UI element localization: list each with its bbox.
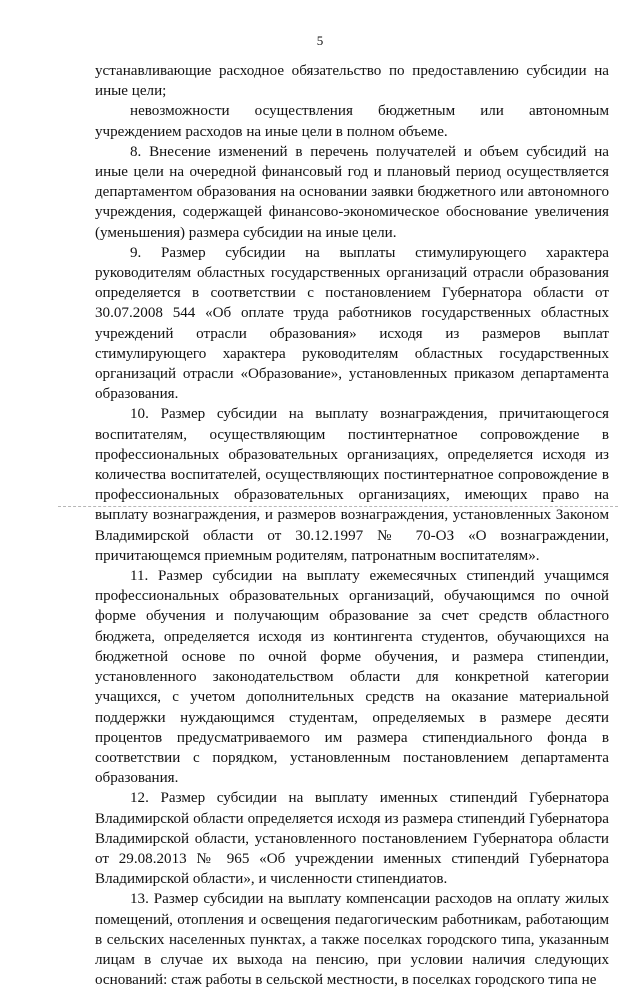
paragraph-12: 12. Размер субсидии на выплату именных стипендий Губернатора Владимирской области определяется исходя из размера стипендий Губернатора Владимирской области, установленного постановлением Губернатора области от 29.08.2013 № 965 «Об учреждении именных стипендий Губернатора Владимирской области», и численности стипендиатов. <box>95 790 609 888</box>
document-body <box>95 61 609 990</box>
scan-artifact-line <box>58 506 618 507</box>
paragraph-9: 9. Размер субсидии на выплаты стимулирующего характера руководителям областных государственных организаций отрасли образования определяется в соответствии с постановлением Губернатора области от 30.07.2008 544 «Об оплате труда работников государственных областных учреждений отрасли образования» исходя из размеров выплат стимулирующего характера руководителям областных государственных организаций отрасли «Образование», установленных приказом департамента образования. <box>95 244 609 403</box>
paragraph-continuation: устанавливающие расходное обязательство по предоставлению субсидии на иные цели; <box>95 63 609 100</box>
paragraph-11: 11. Размер субсидии на выплату ежемесячных стипендий учащимся профессиональных образовательных организаций, обучающимся по очной форме обучения и получающим образование за счет средств областного бюджета, определяется исходя из контингента студентов, обучающихся на бюджетной основе по очной форме обучения, и размера стипендии, установленного законодательством области для конкретной категории учащихся, с учетом дополнительных средств на оказание материальной поддержки нуждающимся студентам, определяемых в размере десяти процентов предусматриваемого им размера стипендиального фонда в соответствии с порядком, установленным постановлением департамента образования. <box>95 568 609 787</box>
paragraph-13: 13. Размер субсидии на выплату компенсации расходов на оплату жилых помещений, отопления и освещения педагогическим работникам, работающим в сельских населенных пунктах, а также поселках городского типа, указанным лицам в случае их выхода на пенсию, при условии наличия следующих оснований: стаж работы в сельской местности, в поселках городского типа не <box>95 891 609 989</box>
paragraph-8: 8. Внесение изменений в перечень получателей и объем субсидий на иные цели на очередной финансовый год и плановый период осуществляется департаментом образования на основании заявки бюджетного или автономного учреждения, содержащей финансово-экономическое обоснование увеличения (уменьшения) размера субсидии на иные цели. <box>95 143 609 241</box>
page-number: 5 <box>316 33 324 48</box>
paragraph-10: 10. Размер субсидии на выплату вознаграждения, причитающегося воспитателям, осуществляющим постинтернатное сопровождение в профессиональных образовательных организациях, определяется исходя из количества воспитателей, осуществляющих постинтернатное сопровождение в профессиональных образовательных организациях, имеющих право на выплату вознаграждения, и размеров вознаграждения, установленных Законом Владимирской области от 30.12.1997 № 70-ОЗ «О вознаграждении, причитающемся приемным родителям, патронатным воспитателям». <box>95 406 609 564</box>
paragraph-continuation-2: невозможности осуществления бюджетным или автономным учреждением расходов на иные цели в полном объеме. <box>95 103 609 140</box>
